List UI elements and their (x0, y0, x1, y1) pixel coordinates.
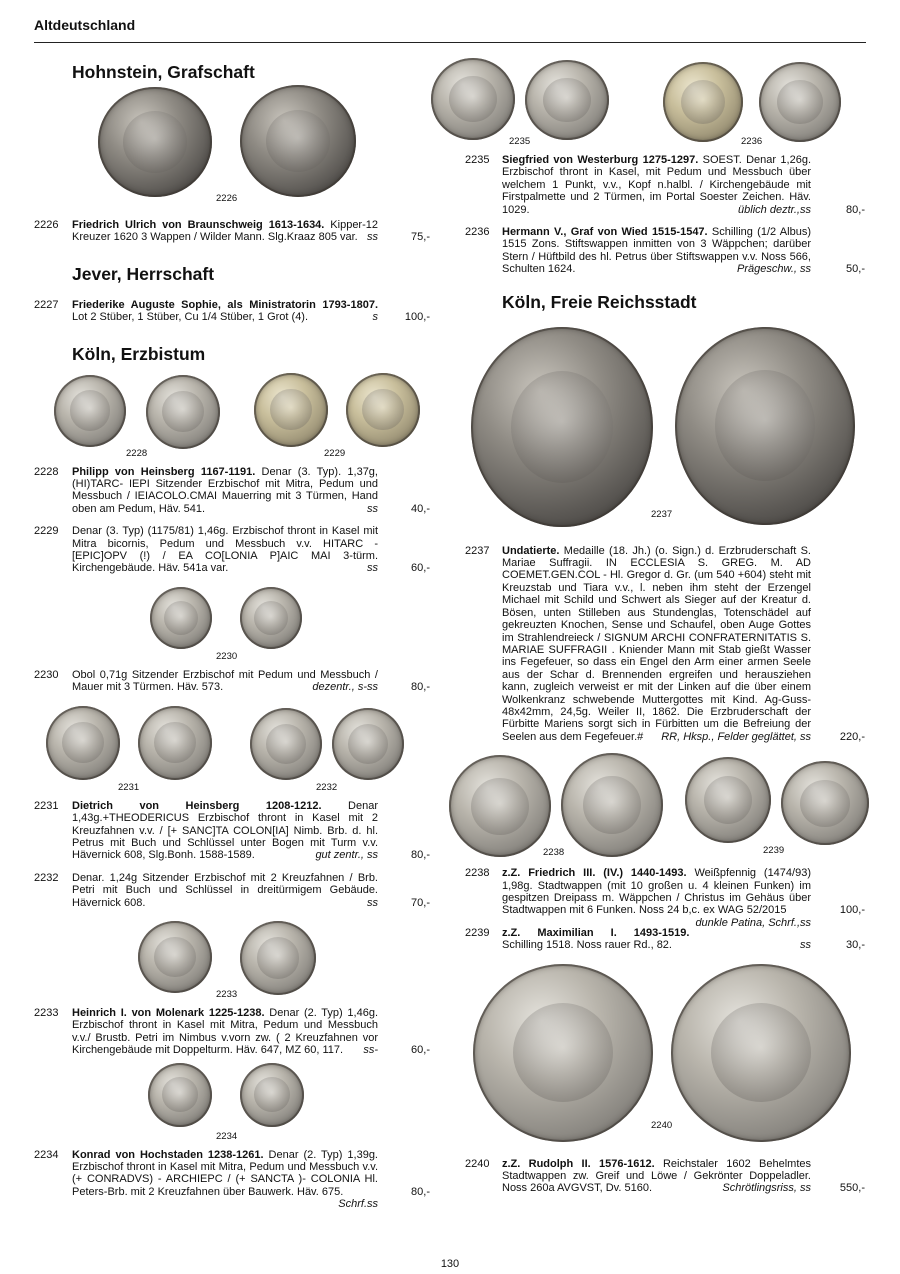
coin-reverse-2230 (240, 587, 302, 649)
lot-number: 2228 (34, 465, 59, 478)
lot-description: Denar 1,43g.+THEODERICUS Erzbischof thront in Kasel mit 2 Kreuzfahnen v.v. / [+ SANC]TA COLON[IA] Nimb. Brb. d. hl. Petrus mit Buch und Schlüssel unter Bogen mit Turm v.v. Hävernick 608, Slg.Bonh. 1588-1589. (72, 799, 378, 862)
caption-2236: 2236 (741, 136, 763, 147)
lot-grade: Schrf.ss (338, 1198, 378, 1211)
lot-description: Denar (3. Typ). 1,37g, (HI)TARC- IEPI Sitzender Erzbischof mit Mitra, Pedum und Messbuch / IEIACOLO.CMAI Mauerring mit 3 Türmen, Hand oben am Pedum, Häv. 541. (72, 465, 378, 515)
section-title-jever: Jever, Herrschaft (72, 263, 215, 284)
coin-images-2234 (34, 1061, 430, 1143)
lot-grade: Prägeschw., ss (737, 263, 811, 276)
coin-reverse-2238 (561, 753, 663, 857)
left-column (34, 56, 430, 1211)
coin-obverse-2234 (148, 1063, 212, 1127)
coin-reverse-2228 (146, 375, 220, 449)
coin-obverse-2239 (685, 757, 771, 843)
lot-title: Friedrich Ulrich von Braunschweig 1613-1634. (72, 219, 325, 231)
lot-price: 30,- (846, 939, 865, 952)
coin-reverse-2239 (781, 761, 869, 845)
lot-price: 100,- (839, 904, 865, 917)
coin-reverse-2240 (671, 964, 851, 1142)
coin-reverse-2235 (525, 60, 609, 140)
lot-grade: RR, Hksp., Felder geglättet, ss (661, 730, 811, 743)
lot-grade: s (372, 311, 378, 324)
coin-images-2228-2229 (34, 365, 430, 459)
caption-2229: 2229 (324, 447, 346, 459)
lot-2234 (34, 1148, 430, 1211)
lot-title: z.Z. Friedrich III. (IV.) 1440-1493. (502, 867, 687, 880)
lot-number: 2239 (465, 926, 490, 939)
lot-grade: ss (367, 896, 378, 909)
lot-title: Philipp von Heinsberg 1167-1191. (72, 465, 256, 478)
lot-description: Denar. 1,24g Sitzender Erzbischof mit 2 Kreuzfahnen / Brb. Petri mit Buch und Schlüssel in dreitürmigem Gebäude. Hävernick 608. (72, 871, 378, 909)
caption-2240: 2240 (651, 1119, 673, 1131)
lot-2232 (34, 872, 430, 909)
lot-grade: dunkle Patina, Schrf.,ss (695, 916, 811, 929)
lot-grade: ss- (363, 1044, 378, 1057)
lot-grade: Schrötlingsriss, ss (722, 1182, 811, 1195)
lot-title: z.Z. Maximilian I. 1493-1519. (502, 926, 690, 939)
lot-price: 100,- (404, 311, 430, 324)
lot-description: Kipper-12 Kreuzer 1620 3 Wappen / Wilder Mann. Slg.Kraaz 805 var. (72, 219, 378, 244)
page-number: 130 (440, 1258, 460, 1270)
lot-description: Reichstaler 1602 Behelmtes Stadtwappen zw. Greif und Löwe / Gekrönter Doppeladler. Noss 260a AVGVST, Dv. 5160. (502, 1157, 811, 1195)
lot-number: 2240 (465, 1157, 490, 1170)
lot-number: 2230 (34, 668, 59, 681)
lot-number: 2238 (465, 867, 490, 880)
coin-images-2240 (465, 960, 865, 1152)
section-title-koeln-erzbistum: Köln, Erzbistum (72, 343, 206, 364)
caption-2232: 2232 (316, 781, 338, 793)
caption-2230: 2230 (216, 650, 238, 662)
caption-2233: 2233 (216, 988, 238, 1000)
coin-reverse-2232 (332, 708, 404, 780)
lot-number: 2226 (34, 219, 59, 231)
lot-grade: üblich deztr.,ss (738, 203, 811, 216)
lot-description: Denar (3. Typ) (1175/81) 1,46g. Erzbischof thront in Kasel mit Mitra bicornis, Pedum und Messbuch v.v. HITARC - [EPIC]OPV (!) / EA CO[LONIA P]AIC MAI 3-türm. Kirchengebäude. Häv. 541a var. (72, 525, 378, 575)
lot-number: 2229 (34, 525, 59, 538)
lot-price: 60,- (411, 562, 430, 575)
medal-obverse-2237 (471, 327, 653, 527)
coin-obverse-2238 (449, 755, 551, 857)
lot-title: Friederike Auguste Sophie, als Ministratorin 1793-1807. (72, 298, 378, 311)
lot-number: 2234 (34, 1148, 59, 1161)
lot-grade: gut zentr., ss (315, 849, 378, 862)
lot-title: Dietrich von Heinsberg 1208-1212. (72, 799, 322, 812)
lot-number: 2233 (34, 1006, 59, 1019)
lot-description: Denar (2. Typ) 1,39g. Erzbischof thront in Kasel mit Mitra, Pedum und Messbuch v.v. (+ CONRADVS) - ARCHIEPC / (+ SANCTA )- COLONIA Hl. Peters-Brb. mit 2 Kreuzfahnen über Bauwerk. Häv. 675. (72, 1148, 378, 1198)
lot-number: 2236 (465, 226, 490, 239)
lot-price: 80,- (411, 1185, 430, 1198)
coin-obverse-2233 (138, 921, 212, 993)
lot-2238 (465, 867, 865, 929)
lot-description: Schilling 1518. Noss rauer Rd., 82. (502, 939, 672, 952)
coin-obverse-2229 (254, 373, 328, 447)
coin-images-2226 (34, 83, 430, 205)
lot-number: 2237 (465, 544, 490, 557)
caption-2226: 2226 (216, 193, 238, 204)
caption-2228: 2228 (126, 447, 148, 459)
lot-description: Weißpfennig (1474/93) 1,98g. Stadtwappen (mit 10 großen u. 4 kleinen Funken) im gespitzen Dreipass m. Wäppchen / Christus im Gehäus über Stadtwappen mit 6 Funken. Noss 24 b,c. ex WAG 52/2015 (502, 867, 811, 917)
lot-2239 (465, 927, 865, 952)
lot-grade: ss (367, 502, 378, 515)
lot-grade: ss (800, 939, 811, 952)
coin-reverse-2226 (240, 85, 356, 197)
lot-price: 550,- (839, 1182, 865, 1195)
lot-2237 (465, 545, 865, 744)
lot-number: 2231 (34, 799, 59, 812)
coin-obverse-2231 (46, 706, 120, 780)
lot-title: z.Z. Rudolph II. 1576-1612. (502, 1157, 655, 1170)
running-header: Altdeutschland (34, 17, 136, 33)
lot-number: 2235 (465, 154, 490, 166)
coin-obverse-2226 (98, 87, 212, 197)
coin-images-2235-2236 (465, 56, 865, 148)
lot-2227 (34, 299, 430, 324)
caption-2231: 2231 (118, 781, 140, 793)
lot-description: Denar (2. Typ) 1,46g. Erzbischof thront in Kasel mit Mitra, Pedum und Messbuch v.v./ Brustb. Petri im Nimbus v.vorn zw. ( 2 Kreuzfahnen vor Kirchengebäude mit Doppelturm. Häv. 647, MZ 60, 117. (72, 1006, 379, 1057)
coin-obverse-2230 (150, 587, 212, 649)
lot-grade: dezentr., s-ss (312, 681, 378, 694)
coin-reverse-2234 (240, 1063, 304, 1127)
lot-grade: ss (367, 231, 378, 244)
lot-description: Medaille (18. Jh.) (o. Sign.) d. Erzbruderschaft S. Mariae Suffragii. IN ECCLESIA S. GREG. M. AD COEMET.GEN.COL - Hl. Gregor d. Gr. (um 540 +604) steht mit Kreuzstab und Tiara v.v., l. neben ihm steht der Erzengel Michael mit Schild und Schwert als Sieger auf der Kreatur d. Bösen, unten Stilleben aus Stundenglas, Totenschädel auf gekreuzten Knochen, Sense und Schaufel, oben Auge Gottes im Strahlendreieck / SIGNUM ARCHI CONFRATERNITATIS S. MARIAE SUFFRAGII . Kniender Mann mit Stab gießt Wasser ins Fegefeuer, so dass ein Engel den Arm einer armen Seele aus der Schar d. Brennenden ergreifen und herausziehen kann, zugleich verweist er mit der Linken auf die über einem Wolkenkranz schwebende Muttergottes mit Kind. Ag-Guss-48x42mm, 24,5g. Weiler II, 1862. Die Erzbruderschaft der Fürbitte Mariens sorgt sich in Fürbitten um die Befreiung der Seelen aus dem Fegefeuer.# (502, 544, 811, 743)
coin-obverse-2228 (54, 375, 126, 447)
coin-reverse-2233 (240, 921, 316, 995)
section-title-hohnstein: Hohnstein, Grafschaft (72, 62, 255, 82)
caption-2237: 2237 (651, 508, 673, 520)
lot-title: Konrad von Hochstaden 1238-1261. (72, 1148, 264, 1161)
lot-price: 80,- (846, 203, 865, 216)
lot-price: 80,- (411, 849, 430, 862)
lot-2229 (34, 525, 430, 575)
coin-reverse-2231 (138, 706, 212, 780)
lot-2228 (34, 466, 430, 516)
coin-images-2238-2239 (465, 749, 865, 861)
coin-images-2237 (465, 313, 865, 535)
coin-images-2233 (34, 915, 430, 999)
lot-price: 40,- (411, 502, 430, 515)
lot-2233 (34, 1007, 430, 1057)
lot-price: 50,- (846, 263, 865, 276)
lot-title: Heinrich I. von Molenark 1225-1238. (72, 1006, 265, 1019)
lot-2226 (34, 219, 430, 244)
caption-2239: 2239 (763, 845, 785, 857)
coin-reverse-2229 (346, 373, 420, 447)
lot-price: 60,- (411, 1044, 430, 1057)
lot-2236 (465, 226, 865, 276)
coin-obverse-2236 (663, 62, 743, 142)
medal-reverse-2237 (675, 327, 855, 525)
coin-obverse-2240 (473, 964, 653, 1142)
lot-2231 (34, 800, 430, 862)
right-column (465, 56, 865, 1195)
coin-reverse-2236 (759, 62, 841, 142)
lot-price: 80,- (411, 681, 430, 694)
lot-price: 220,- (839, 730, 865, 743)
lot-2240 (465, 1158, 865, 1195)
coin-obverse-2232 (250, 708, 322, 780)
section-title-koeln-reichsstadt: Köln, Freie Reichsstadt (502, 291, 697, 312)
lot-description: Lot 2 Stüber, 1 Stüber, Cu 1/4 Stüber, 1 Grot (4). (72, 311, 309, 324)
coin-images-2231-2232 (34, 702, 430, 794)
lot-description: Obol 0,71g Sitzender Erzbischof mit Pedum und Messbuch / Mauer mit 3 Türmen. Häv. 573. (72, 668, 378, 694)
caption-2235: 2235 (509, 136, 531, 147)
header-rule (34, 42, 866, 43)
lot-number: 2232 (34, 871, 59, 884)
coin-images-2230 (34, 581, 430, 663)
lot-price: 70,- (411, 896, 430, 909)
caption-2238: 2238 (543, 847, 565, 859)
lot-description: SOEST. Denar 1,26g. Erzbischof thront in Kasel, mit Pedum und Messbuch über welchem 1 Punkt, v.v., Kopf n.halbl. / Kirchengebäude mit Firstpalmette und 2 Türmen, im Portal Soester Zeichen. Häv. 1029. (502, 154, 811, 216)
lot-price: 75,- (411, 231, 430, 244)
lot-2230 (34, 669, 430, 694)
lot-description: Schilling (1/2 Albus) 1515 Zons. Stiftswappen inmitten von 3 Wäppchen; darüber Stern / Hüftbild des hl. Petrus über Stiftswappen v.v. Noss 566, Schulten 1624. (502, 226, 811, 276)
lot-number: 2227 (34, 298, 59, 311)
caption-2234: 2234 (216, 1130, 238, 1142)
lot-2235 (465, 154, 865, 216)
lot-title: Siegfried von Westerburg 1275-1297. (502, 154, 699, 166)
coin-obverse-2235 (431, 58, 515, 140)
lot-grade: ss (367, 562, 378, 575)
lot-title: Hermann V., Graf von Wied 1515-1547. (502, 226, 708, 239)
lot-title: Undatierte. (502, 544, 560, 557)
